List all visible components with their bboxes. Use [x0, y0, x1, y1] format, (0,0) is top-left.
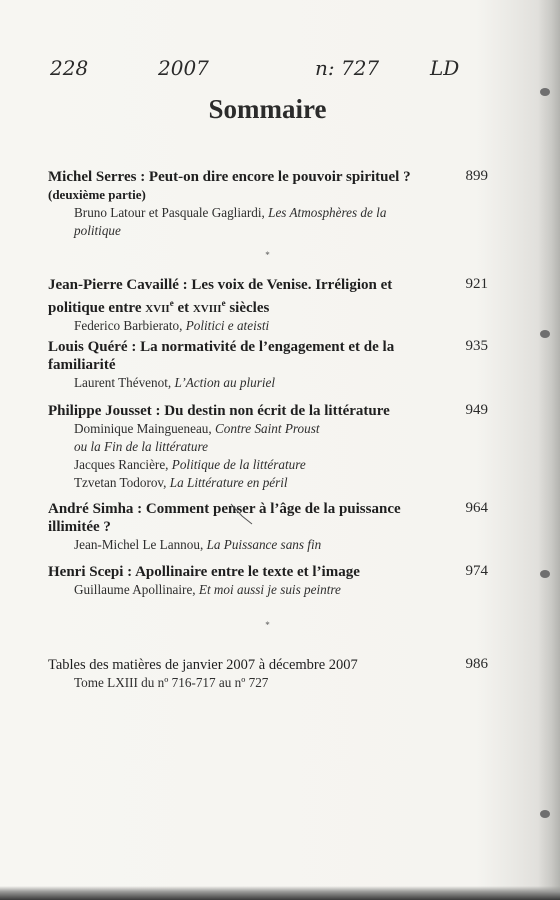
review-author: Federico Barbierato,: [74, 318, 186, 333]
page-number: 899: [465, 168, 488, 184]
review-work: L’Action au pluriel: [174, 375, 276, 390]
review-line: [74, 420, 488, 438]
toc-entry: [48, 338, 488, 392]
binding-hole: [540, 88, 550, 96]
review-line: [74, 438, 488, 456]
binding-edge-shadow: [538, 0, 560, 900]
page-number: 921: [465, 276, 488, 292]
binding-hole: [540, 570, 550, 578]
title-text: politique entre: [48, 300, 146, 316]
review-work: La Littérature en péril: [169, 475, 288, 490]
toc-entry: [48, 563, 488, 599]
review-work: politique: [74, 223, 121, 238]
entry-title-line: Michel Serres : Peut-on dire encore le pouvoir spirituel ?: [48, 169, 411, 185]
review-line: [74, 456, 488, 474]
century-numeral: xvii: [145, 300, 170, 316]
century-numeral: xviii: [192, 300, 222, 316]
entry-title-line: familiarité: [48, 357, 116, 373]
pencil-mark: [228, 500, 258, 530]
page-number: 935: [465, 338, 488, 354]
entry-title: [48, 563, 443, 581]
page-title: Sommaire: [208, 94, 327, 124]
handwritten-note-year: 2007: [158, 56, 209, 80]
review-line: [74, 474, 488, 492]
toc-entry: [48, 168, 488, 240]
entry-title: [48, 276, 443, 317]
entry-title-line: illimitée ?: [48, 519, 111, 535]
review-work: Les Atmosphères de la: [268, 205, 387, 220]
title-text: siècles: [225, 300, 270, 316]
handwritten-note-number: n: 727: [315, 56, 380, 80]
binding-hole: [540, 330, 550, 338]
toc-entry: [48, 402, 488, 492]
handwritten-note-initials: LD: [430, 56, 460, 80]
review-author: Bruno Latour et Pasquale Gagliardi,: [74, 205, 269, 220]
review-work: Politici e ateisti: [185, 318, 270, 333]
review-work: Et moi aussi je suis peintre: [198, 582, 341, 597]
superscript: e: [169, 298, 174, 308]
entry-title-line: Louis Quéré : La normativité de l’engagement et de la: [48, 339, 395, 355]
page-bottom-edge: [0, 886, 560, 900]
handwritten-note-228: 228: [50, 56, 89, 80]
tables-subtitle: Tome LXIII du nº 716-717 au nº 727: [74, 675, 269, 690]
entry-title: [48, 168, 443, 204]
review-author: Tzvetan Todorov,: [74, 475, 170, 490]
toc-entry: [48, 500, 488, 554]
review-work: ou la Fin de la littérature: [74, 439, 208, 454]
review-line: [74, 581, 488, 599]
section-separator: *: [265, 250, 270, 260]
section-separator: *: [265, 620, 270, 630]
review-line: [74, 317, 488, 335]
superscript: e: [221, 298, 226, 308]
title-text: et: [173, 300, 193, 316]
toc-entry-tables: [48, 656, 488, 692]
entry-title-line: Henri Scepi : Apollinaire entre le texte et l’image: [48, 564, 360, 580]
page-number: 974: [465, 563, 488, 579]
review-author: Jacques Rancière,: [74, 457, 172, 472]
review-author: Dominique Maingueneau,: [74, 421, 215, 436]
tables-title: Tables des matières de janvier 2007 à décembre 2007: [48, 657, 358, 673]
binding-hole: [540, 810, 550, 818]
entry-title-line: [48, 300, 269, 316]
entry-title-line: Philippe Jousset : Du destin non écrit de la littérature: [48, 403, 390, 419]
entry-title: [48, 402, 443, 420]
page-number: 949: [465, 402, 488, 418]
review-author: Guillaume Apollinaire,: [74, 582, 199, 597]
review-line: [74, 204, 488, 222]
entry-title-line: Jean-Pierre Cavaillé : Les voix de Venise. Irréligion et: [48, 277, 393, 293]
entry-title-line: André Simha : Comment penser à l’âge de la puissance: [48, 501, 401, 517]
review-work: Politique de la littérature: [171, 457, 306, 472]
review-line: [74, 222, 488, 240]
entry-title-line: (deuxième partie): [48, 187, 146, 202]
toc-entry: [48, 276, 488, 335]
review-line: [74, 536, 488, 554]
page-number: 986: [465, 656, 488, 672]
review-line: [74, 374, 488, 392]
review-author: Laurent Thévenot,: [74, 375, 175, 390]
entry-title: [48, 338, 443, 374]
review-author: Jean-Michel Le Lannou,: [74, 537, 207, 552]
page-number: 964: [465, 500, 488, 516]
review-work: La Puissance sans fin: [206, 537, 322, 552]
review-work: Contre Saint Proust: [215, 421, 320, 436]
